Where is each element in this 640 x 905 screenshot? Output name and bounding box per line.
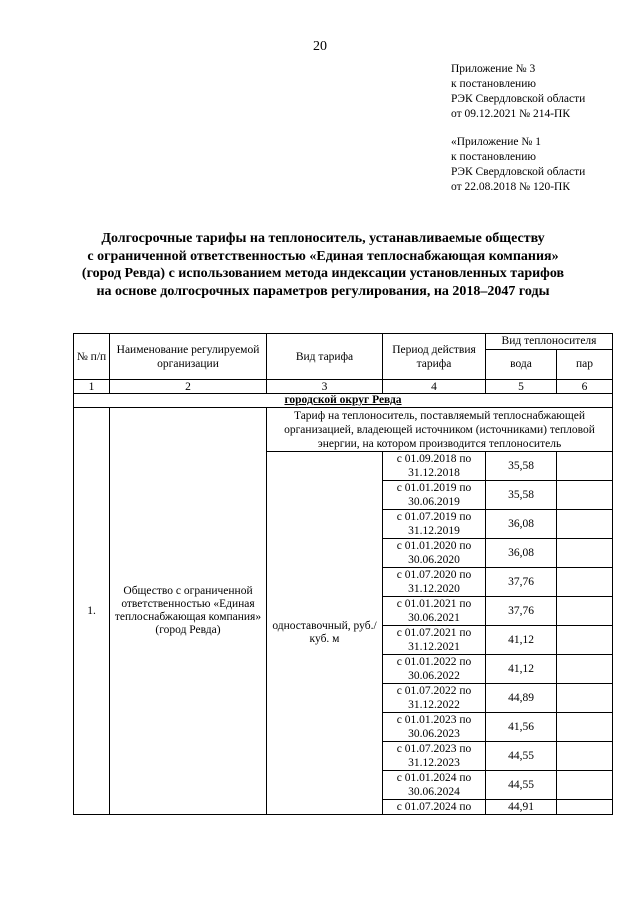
header-num: № п/п: [74, 334, 110, 380]
period-cell: с 01.01.2019 по 30.06.2019: [383, 481, 486, 510]
steam-value: [557, 800, 613, 815]
water-value: 41,12: [486, 626, 557, 655]
tariff-table: [73, 333, 613, 815]
appendix-line: от 09.12.2021 № 214-ПК: [451, 108, 571, 120]
column-number: 5: [486, 380, 557, 394]
water-value: 44,91: [486, 800, 557, 815]
steam-value: [557, 481, 613, 510]
water-value: 36,08: [486, 510, 557, 539]
water-value: 41,56: [486, 713, 557, 742]
tariff-kind: одноставочный, руб./куб. м: [267, 452, 383, 815]
steam-value: [557, 742, 613, 771]
steam-value: [557, 452, 613, 481]
water-value: 36,08: [486, 539, 557, 568]
steam-value: [557, 655, 613, 684]
header-steam: пар: [557, 350, 613, 380]
page-number: 20: [313, 39, 327, 54]
column-number: 4: [383, 380, 486, 394]
steam-value: [557, 713, 613, 742]
period-cell: с 01.07.2022 по 31.12.2022: [383, 684, 486, 713]
appendix-line: РЭК Свердловской области: [451, 93, 586, 105]
column-number: 6: [557, 380, 613, 394]
period-cell: с 01.01.2024 по 30.06.2024: [383, 771, 486, 800]
period-cell: с 01.07.2020 по 31.12.2020: [383, 568, 486, 597]
column-number: 3: [267, 380, 383, 394]
steam-value: [557, 597, 613, 626]
appendix-line: «Приложение № 1: [451, 136, 541, 148]
period-cell: с 01.01.2020 по 30.06.2020: [383, 539, 486, 568]
period-cell: с 01.09.2018 по 31.12.2018: [383, 452, 486, 481]
water-value: 44,89: [486, 684, 557, 713]
header-tariff-kind: Вид тарифа: [267, 334, 383, 380]
steam-value: [557, 626, 613, 655]
steam-value: [557, 771, 613, 800]
org-number: 1.: [74, 408, 110, 815]
period-cell: с 01.01.2022 по 30.06.2022: [383, 655, 486, 684]
steam-value: [557, 684, 613, 713]
water-value: 37,76: [486, 568, 557, 597]
period-cell: с 01.01.2021 по 30.06.2021: [383, 597, 486, 626]
period-cell: с 01.01.2023 по 30.06.2023: [383, 713, 486, 742]
steam-value: [557, 568, 613, 597]
appendix-line: РЭК Свердловской области: [451, 166, 586, 178]
appendix-line: к постановлению: [451, 151, 536, 163]
column-number: 2: [110, 380, 267, 394]
header-water: вода: [486, 350, 557, 380]
title-line: Долгосрочные тарифы на теплоноситель, устанавливаемые обществу: [101, 231, 545, 246]
appendix-line: Приложение № 3: [451, 63, 536, 75]
water-value: 37,76: [486, 597, 557, 626]
column-number: 1: [74, 380, 110, 394]
water-value: 41,12: [486, 655, 557, 684]
appendix-original-block: [451, 135, 585, 195]
period-cell: с 01.07.2023 по 31.12.2023: [383, 742, 486, 771]
header-period: Период действия тарифа: [383, 334, 486, 380]
document-title: [40, 230, 606, 300]
appendix-current-block: [451, 62, 585, 122]
org-name: Общество с ограниченной ответственностью «Единая теплоснабжающая компания» (город Ревда): [110, 408, 267, 815]
header-carrier: Вид теплоносителя: [486, 334, 613, 350]
appendix-line: от 22.08.2018 № 120-ПК: [451, 181, 571, 193]
water-value: 44,55: [486, 771, 557, 800]
water-value: 35,58: [486, 452, 557, 481]
title-line: (город Ревда) с использованием метода индексации установленных тарифов: [81, 266, 565, 281]
water-value: 35,58: [486, 481, 557, 510]
title-line: с ограниченной ответственностью «Единая теплоснабжающая компания»: [87, 248, 559, 264]
steam-value: [557, 539, 613, 568]
steam-value: [557, 510, 613, 539]
header-org: Наименование регулируемой организации: [110, 334, 267, 380]
tariff-description: Тариф на теплоноситель, поставляемый теплоснабжающей организацией, владеющей источником (источниками) тепловой энергии, на котором производится теплоноситель: [267, 408, 613, 452]
title-line: на основе долгосрочных параметров регулирования, на 2018–2047 годы: [96, 283, 550, 299]
appendix-line: к постановлению: [451, 78, 536, 90]
period-cell: с 01.07.2021 по 31.12.2021: [383, 626, 486, 655]
region-heading: городской округ Ревда: [74, 394, 613, 408]
water-value: 44,55: [486, 742, 557, 771]
period-cell: с 01.07.2019 по 31.12.2019: [383, 510, 486, 539]
period-cell: с 01.07.2024 по: [383, 800, 486, 815]
